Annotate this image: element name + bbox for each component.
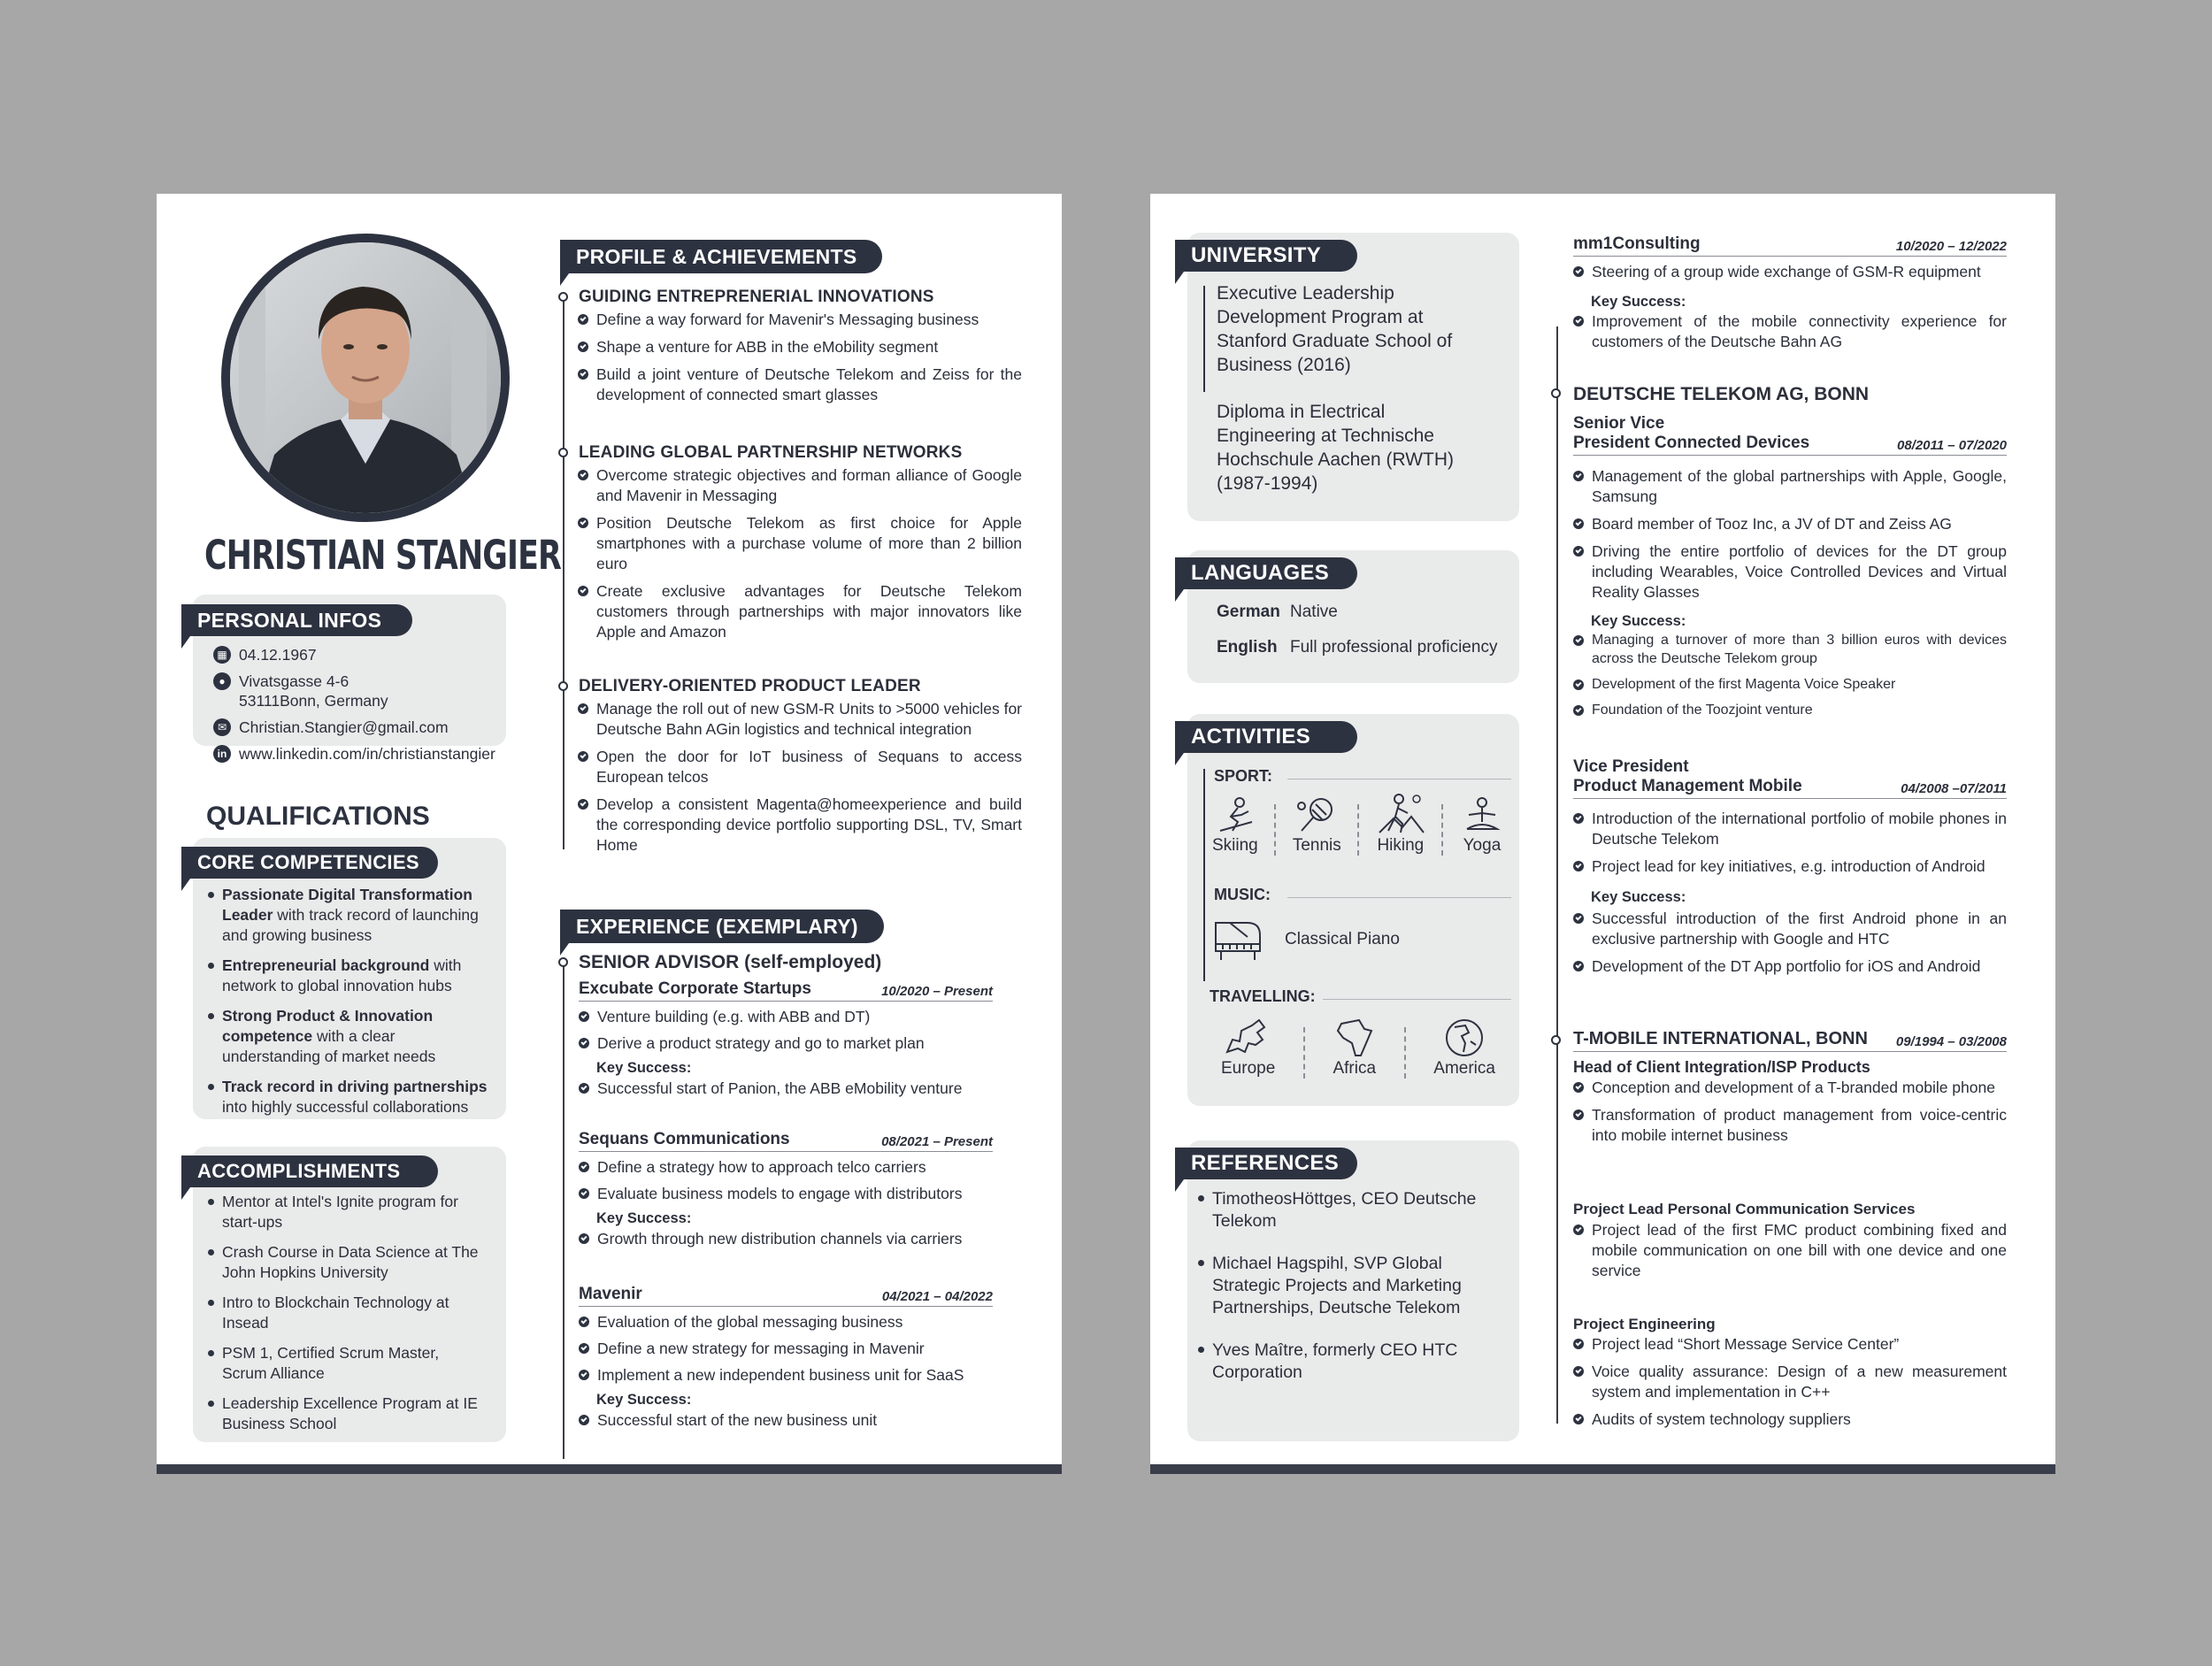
travel-america (1433, 1015, 1495, 1079)
duty-item: Derive a product strategy and go to market plan (579, 1033, 993, 1054)
job-duties (579, 1007, 993, 1054)
duty-item: Introduction of the international portfolio of mobile phones in Deutsche Telekom (1573, 809, 2007, 849)
success-item: Successful start of the new business unit (579, 1410, 993, 1431)
travel-label-europe: Europe (1221, 1059, 1276, 1078)
job-role: Vice President (1573, 757, 1689, 776)
achievement-item: Build a joint venture of Deutsche Telekom and Zeiss for the development of connected smart glasses (578, 365, 1022, 405)
sport-label-hiking: Hiking (1377, 836, 1425, 855)
address (239, 672, 388, 710)
job-header (579, 1130, 993, 1152)
languages-title: LANGUAGES (1191, 561, 1330, 585)
duty-item: Foundation of the Toozjoint venture (1573, 701, 2007, 719)
core-competencies-heading (181, 847, 438, 879)
job-header (1573, 777, 2007, 799)
job-dates: 08/2021 – Present (881, 1134, 993, 1149)
achievement-item: Define a way forward for Mavenir's Messaging business (578, 310, 1022, 330)
music-label: MUSIC: (1214, 886, 1271, 903)
profile-achievements-title: PROFILE & ACHIEVEMENTS (576, 244, 857, 268)
resume-page-2 (1150, 194, 2055, 1474)
duty-item: Implement a new independent business unit for SaaS (579, 1365, 993, 1386)
job-dates: 04/2021 – 04/2022 (881, 1289, 993, 1304)
languages-list (1199, 603, 1509, 673)
job-role: Project Lead Personal Communication Services (1573, 1201, 1916, 1217)
language-level: Native (1290, 603, 1338, 621)
sport-label: SPORT: (1214, 767, 1273, 785)
competency-item (204, 1006, 496, 1067)
key-success-label: Key Success: (596, 1060, 692, 1076)
travel-label-america: America (1433, 1059, 1495, 1078)
job-company: T-MOBILE INTERNATIONAL, BONN (1573, 1029, 1868, 1048)
sport-divider (1274, 804, 1276, 856)
accomplishment-item: Intro to Blockchain Technology at Insead (204, 1293, 488, 1333)
competency-highlight: Strong Product & Innovation competence (222, 1007, 434, 1045)
experience-role: SENIOR ADVISOR (self-employed) (579, 952, 882, 972)
dt-duties-1 (1573, 466, 2007, 610)
profile-group (557, 288, 1022, 412)
key-success-label: Key Success: (1591, 613, 1686, 629)
duty-item: Development of the first Magenta Voice Speaker (1573, 675, 2007, 694)
language-row (1199, 638, 1509, 657)
duty-item: Board member of Tooz Inc, a JV of DT and Zeiss AG (1573, 514, 2007, 534)
timeline-dot (558, 448, 568, 457)
africa-map-icon (1333, 1017, 1377, 1059)
competency-highlight: Passionate Digital Transformation Leader (222, 886, 472, 924)
profile-group-heading: LEADING GLOBAL PARTNERSHIP NETWORKS (579, 443, 963, 462)
sport-divider (1357, 804, 1359, 856)
email-link[interactable]: Christian.Stangier@gmail.com (239, 718, 449, 736)
core-competencies-list (204, 885, 496, 1127)
competency-item (204, 956, 496, 996)
music-item: Classical Piano (1285, 930, 1400, 948)
page-bottom-bar (1150, 1464, 2055, 1474)
competency-detail: with track record of launching and growing business (222, 906, 479, 944)
linkedin-link[interactable]: www.linkedin.com/in/christianstangier (239, 745, 495, 763)
calendar-icon: ▦ (213, 646, 231, 664)
competency-item (204, 1077, 496, 1117)
tm-duties-1 (1573, 1078, 2007, 1153)
travel-europe (1221, 1015, 1275, 1079)
language-row (1199, 603, 1509, 622)
email-row (213, 718, 505, 737)
job-header (579, 1285, 993, 1307)
achievement-item: Position Deutsche Telekom as first choice for Apple smartphones with a purchase volume of more than 2 billion euro (578, 513, 1022, 574)
university-timeline (1203, 286, 1205, 392)
achievement-item: Develop a consistent Magenta@homeexperience and build the corresponding device portfolio supporting DSL, TV, Smart Home (578, 795, 1022, 856)
job-role: Head of Client Integration/ISP Products (1573, 1058, 1870, 1076)
mm1-duties (1573, 262, 2007, 289)
piano-icon (1212, 917, 1263, 962)
accomplishments-title: ACCOMPLISHMENTS (197, 1160, 401, 1182)
competency-detail: with network to global innovation hubs (222, 956, 462, 994)
job-company: Excubate Corporate Startups (579, 979, 811, 998)
job-success (579, 1410, 993, 1431)
profile-group-heading: GUIDING ENTREPRENERIAL INNOVATIONS (579, 288, 934, 306)
key-success-label: Key Success: (1591, 294, 1686, 310)
university-list (1217, 281, 1482, 518)
dt-duties-2 (1573, 809, 2007, 884)
resume-page-1 (157, 194, 1062, 1474)
qualifications-heading: QUALIFICATIONS (206, 802, 430, 831)
profile-group (557, 443, 1022, 649)
university-item: Diploma in Electrical Engineering at Technische Hochschule Aachen (RWTH) (1987-1994) (1217, 402, 1455, 494)
duty-item: Define a strategy how to approach telco carriers (579, 1157, 993, 1178)
duty-item: Audits of system technology suppliers (1573, 1409, 2007, 1430)
job-company: Sequans Communications (579, 1130, 790, 1148)
language-name: German (1217, 603, 1280, 621)
mm1-success (1573, 311, 2007, 359)
job-dates: 10/2020 – Present (881, 984, 993, 999)
address-line-2: 53111Bonn, Germany (239, 692, 388, 710)
music-heading (1199, 886, 1511, 904)
address-row (213, 672, 505, 710)
profile-photo (221, 234, 510, 522)
activities-title: ACTIVITIES (1191, 725, 1311, 749)
duty-item: Improvement of the mobile connectivity experience for customers of the Deutsche Bahn AG (1573, 311, 2007, 352)
competency-highlight: Track record in driving partnerships (222, 1078, 488, 1095)
profile-group-list (557, 465, 1022, 642)
travel-row (1221, 1015, 1495, 1079)
duty-item: Conception and development of a T-branded mobile phone (1573, 1078, 2007, 1098)
experience-timeline (563, 964, 565, 1459)
job-entry (579, 1285, 993, 1438)
key-success-label: Key Success: (1591, 889, 1686, 905)
job-success (579, 1079, 993, 1099)
job-dates: 10/2020 – 12/2022 (1895, 239, 2007, 254)
references-heading (1175, 1148, 1357, 1179)
competency-detail: with a clear understanding of market needs (222, 1027, 436, 1065)
duty-item: Driving the entire portfolio of devices for the DT group including Wearables, Voice Controlled Devices and Virtual Reality Glasses (1573, 541, 2007, 603)
reference-item: TimotheosHöttges, CEO Deutsche Telekom (1194, 1188, 1509, 1232)
music-row (1212, 917, 1400, 962)
job-entry (579, 979, 993, 1106)
sport-label-tennis: Tennis (1292, 836, 1341, 855)
birthdate-row (213, 645, 505, 664)
accomplishment-item: Crash Course in Data Science at The John Hopkins University (204, 1242, 488, 1283)
sport-yoga (1460, 792, 1504, 856)
profile-group (557, 677, 1022, 863)
activities-timeline (1203, 769, 1205, 981)
duty-item: Project lead for key initiatives, e.g. introduction of Android (1573, 856, 2007, 877)
job-header (1573, 234, 2007, 257)
sport-label-yoga: Yoga (1463, 836, 1502, 855)
travelling-label: TRAVELLING: (1210, 987, 1316, 1005)
duty-item: Project lead “Short Message Service Center” (1573, 1334, 2007, 1355)
job-company: Mavenir (579, 1285, 642, 1303)
profile-group-heading: DELIVERY-ORIENTED PRODUCT LEADER (579, 677, 921, 695)
timeline-dot (1551, 388, 1561, 398)
tennis-icon (1294, 795, 1339, 836)
core-competencies-title: CORE COMPETENCIES (197, 851, 419, 873)
personal-infos-heading (181, 604, 412, 636)
tm-duties-3 (1573, 1334, 2007, 1437)
address-line-1: Vivatsgasse 4-6 (239, 672, 349, 690)
duty-item: Steering of a group wide exchange of GSM-R equipment (1573, 262, 2007, 282)
job-header (1573, 1029, 2007, 1052)
sport-divider (1441, 804, 1443, 856)
job-header (579, 979, 993, 1002)
duty-item: Evaluation of the global messaging business (579, 1312, 993, 1332)
yoga-icon (1460, 795, 1504, 836)
accomplishment-item: Leadership Excellence Program at IE Business School (204, 1393, 488, 1434)
job-dates: 04/2008 –07/2011 (1901, 781, 2007, 796)
experience-heading (560, 910, 884, 943)
key-success-label: Key Success: (596, 1392, 692, 1408)
sport-heading (1199, 767, 1511, 786)
sport-label-skiing: Skiing (1212, 836, 1258, 855)
timeline-dot (1551, 1035, 1561, 1045)
timeline-dot (558, 292, 568, 302)
duty-item: Transformation of product management from voice-centric into mobile internet business (1573, 1105, 2007, 1146)
reference-item: Yves Maître, formerly CEO HTC Corporation (1194, 1340, 1509, 1384)
university-item: Executive Leadership Development Program at Stanford Graduate School of Business (2016) (1217, 283, 1453, 375)
duty-item: Project lead of the first FMC product combining fixed and mobile communication on one bill with one device and one service (1573, 1220, 2007, 1281)
languages-heading (1175, 557, 1357, 589)
language-level: Full professional proficiency (1290, 638, 1498, 656)
competency-detail: into highly successful collaborations (222, 1098, 469, 1116)
personal-infos-title: PERSONAL INFOS (197, 608, 382, 632)
success-item: Successful start of Panion, the ABB eMobility venture (579, 1079, 993, 1099)
reference-item: Michael Hagspihl, SVP Global Strategic Projects and Marketing Partnerships, Deutsche Telekom (1194, 1253, 1509, 1319)
portrait-image (230, 242, 501, 513)
job-company: Product Management Mobile (1573, 777, 1802, 795)
achievement-item: Create exclusive advantages for Deutsche Telekom customers through partnerships with major innovators like Apple and Amazon (578, 581, 1022, 642)
travel-divider (1404, 1027, 1406, 1079)
tm-duties-2 (1573, 1220, 2007, 1288)
experience-title: EXPERIENCE (EXEMPLARY) (576, 914, 858, 938)
key-success-label: Key Success: (596, 1210, 692, 1226)
profile-group-list (557, 699, 1022, 856)
travel-label-africa: Africa (1333, 1059, 1377, 1078)
duty-item: Managing a turnover of more than 3 billion euros with devices across the Deutsche Telekom group (1573, 631, 2007, 668)
dt-success-2 (1573, 909, 2007, 984)
timeline-dot (558, 957, 568, 967)
europe-map-icon (1222, 1017, 1275, 1059)
hiking-icon (1376, 792, 1425, 836)
job-role: Project Engineering (1573, 1316, 1716, 1332)
job-dates: 09/1994 – 03/2008 (1895, 1034, 2007, 1049)
duty-item: Evaluate business models to engage with distributors (579, 1184, 993, 1204)
personal-infos-list (213, 645, 505, 771)
duty-item: Venture building (e.g. with ABB and DT) (579, 1007, 993, 1027)
sport-skiing (1212, 792, 1258, 856)
location-pin-icon: ● (213, 672, 231, 690)
job-entry (579, 1130, 993, 1256)
travel-divider (1303, 1027, 1305, 1079)
university-heading (1175, 240, 1357, 272)
job-header (1573, 434, 2007, 456)
birthdate: 04.12.1967 (239, 646, 317, 664)
competency-highlight: Entrepreneurial background (222, 956, 430, 974)
dt-success-1 (1573, 631, 2007, 726)
job-company: mm1Consulting (1573, 234, 1701, 253)
americas-globe-icon (1442, 1017, 1486, 1059)
references-list (1194, 1188, 1509, 1404)
profile-achievements-heading (560, 240, 882, 273)
linkedin-row (213, 744, 505, 764)
sport-hiking (1376, 792, 1425, 856)
accomplishments-heading (181, 1155, 438, 1187)
sports-row (1212, 792, 1504, 856)
envelope-icon: ✉ (213, 718, 231, 736)
duty-item: Management of the global partnerships with Apple, Google, Samsung (1573, 466, 2007, 507)
job-dates: 08/2011 – 07/2020 (1896, 438, 2007, 453)
competency-item (204, 885, 496, 946)
right-timeline (1556, 326, 1558, 1424)
job-role: Senior Vice (1573, 414, 1665, 433)
sport-tennis (1293, 792, 1341, 856)
page-bottom-bar (157, 1464, 1062, 1474)
achievement-item: Manage the roll out of new GSM-R Units to >5000 vehicles for Deutsche Bahn AGin logistics and technical integration (578, 699, 1022, 740)
accomplishment-item: Mentor at Intel's Ignite program for start-ups (204, 1192, 488, 1232)
duty-item: Development of the DT App portfolio for iOS and Android (1573, 956, 2007, 977)
travel-africa (1333, 1015, 1377, 1079)
candidate-name: CHRISTIAN STANGIER (204, 532, 561, 579)
achievement-item: Shape a venture for ABB in the eMobility segment (578, 337, 1022, 357)
travelling-heading (1199, 987, 1511, 1006)
accomplishment-item: PSM 1, Certified Scrum Master, Scrum Alliance (204, 1343, 488, 1384)
skiing-icon (1213, 795, 1257, 836)
job-company: President Connected Devices (1573, 434, 1810, 452)
company-heading: DEUTSCHE TELEKOM AG, BONN (1573, 384, 1870, 404)
job-duties (579, 1157, 993, 1204)
linkedin-icon: in (213, 745, 231, 763)
duty-item: Successful introduction of the first Android phone in an exclusive partnership with Google and HTC (1573, 909, 2007, 949)
profile-group-list (557, 310, 1022, 405)
job-success (579, 1229, 993, 1249)
duty-item: Voice quality assurance: Design of a new measurement system and implementation in C++ (1573, 1362, 2007, 1402)
references-title: REFERENCES (1191, 1151, 1340, 1175)
achievement-item: Overcome strategic objectives and forman alliance of Google and Mavenir in Messaging (578, 465, 1022, 506)
duty-item: Define a new strategy for messaging in Mavenir (579, 1339, 993, 1359)
success-item: Growth through new distribution channels via carriers (579, 1229, 993, 1249)
timeline-dot (558, 681, 568, 691)
accomplishments-list (204, 1192, 488, 1444)
job-duties (579, 1312, 993, 1386)
achievement-item: Open the door for IoT business of Sequans to access European telcos (578, 747, 1022, 787)
activities-heading (1175, 721, 1357, 753)
language-name: English (1217, 638, 1278, 656)
university-title: UNIVERSITY (1191, 243, 1322, 267)
